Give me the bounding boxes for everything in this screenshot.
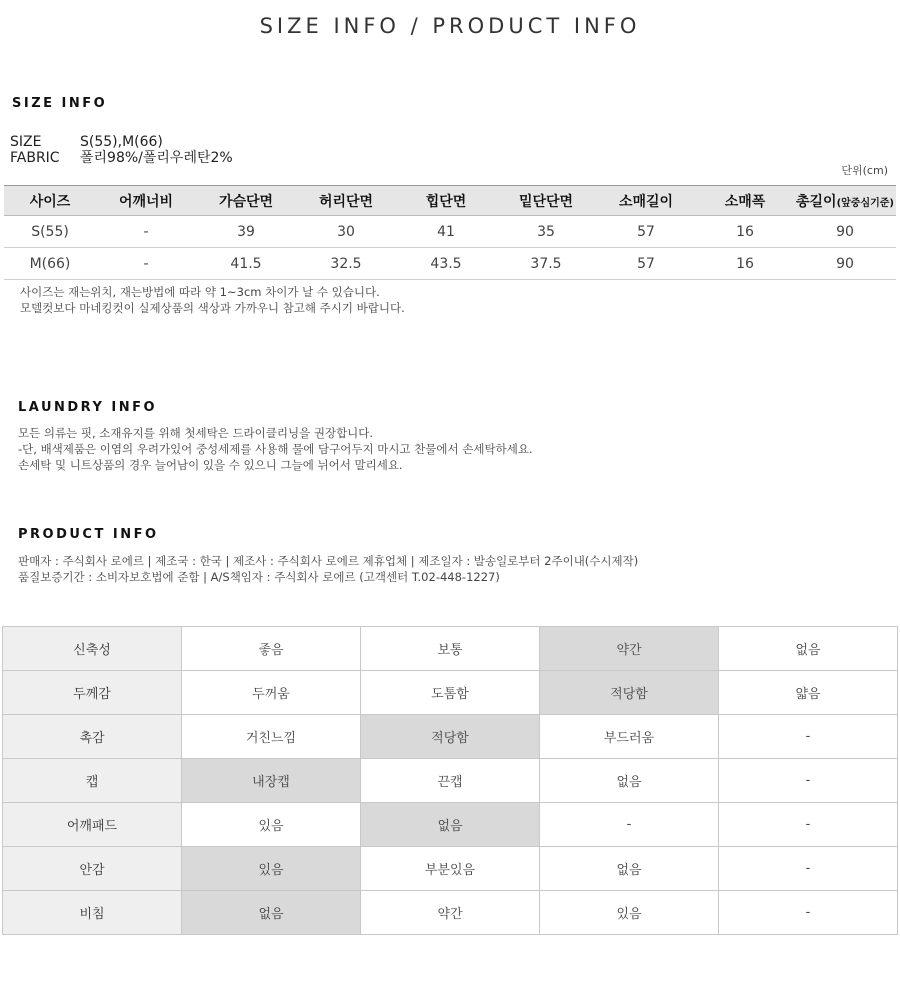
size-table xyxy=(4,185,896,280)
page-title: SIZE INFO / PRODUCT INFO xyxy=(259,14,641,38)
header-hip: 힙단면 xyxy=(396,186,496,216)
header-chest: 가슴단면 xyxy=(196,186,296,216)
property-option: 좋음 xyxy=(182,627,361,671)
size-note-line: 모델컷보다 마네킹컷이 실제상품의 색상과 가까우니 참고해 주시기 바랍니다. xyxy=(20,301,405,315)
property-option: 약간 xyxy=(361,891,540,935)
product-line: 판매자 : 주식회사 로에르 | 제조국 : 한국 | 제조사 : 주식회사 로에르 제휴업체 | 제조일자 : 발송일로부터 2주이내(수시제작) xyxy=(18,554,639,568)
property-label: 촉감 xyxy=(3,715,182,759)
property-row xyxy=(3,891,898,935)
product-info-title: PRODUCT INFO xyxy=(18,527,159,542)
property-option: 부분있음 xyxy=(361,847,540,891)
property-label: 안감 xyxy=(3,847,182,891)
size-value: S(55),M(66) xyxy=(80,134,163,150)
property-option: 보통 xyxy=(361,627,540,671)
unit-label: 단위(cm) xyxy=(841,164,888,177)
table-cell: 57 xyxy=(596,216,696,248)
table-row xyxy=(4,248,896,280)
property-label: 두께감 xyxy=(3,671,182,715)
property-option: 없음 xyxy=(719,627,898,671)
laundry-line: -단, 배색제품은 이염의 우려가있어 중성세제를 사용해 물에 담구어두지 마시고 찬물에서 손세탁하세요. xyxy=(18,442,533,456)
property-label: 캡 xyxy=(3,759,182,803)
property-option-selected: 있음 xyxy=(182,847,361,891)
table-cell: 32.5 xyxy=(296,248,396,280)
property-label: 비침 xyxy=(3,891,182,935)
laundry-line: 손세탁 및 니트상품의 경우 늘어남이 있을 수 있으니 그늘에 뉘어서 말리세요. xyxy=(18,458,403,472)
property-label: 어깨패드 xyxy=(3,803,182,847)
property-option-selected: 적당함 xyxy=(361,715,540,759)
property-option: 있음 xyxy=(182,803,361,847)
table-cell: 90 xyxy=(794,248,896,280)
table-cell: 41 xyxy=(396,216,496,248)
size-notes xyxy=(20,284,405,316)
property-option: 두꺼움 xyxy=(182,671,361,715)
table-cell: 41.5 xyxy=(196,248,296,280)
property-option: - xyxy=(719,715,898,759)
table-cell: - xyxy=(96,216,196,248)
size-note-line: 사이즈는 재는위치, 재는방법에 따라 약 1~3cm 차이가 날 수 있습니다. xyxy=(20,285,380,299)
table-cell: 57 xyxy=(596,248,696,280)
property-option: 도톰함 xyxy=(361,671,540,715)
property-row xyxy=(3,847,898,891)
fabric-label: FABRIC xyxy=(10,150,60,166)
size-spec xyxy=(10,134,163,150)
fabric-spec xyxy=(10,150,233,166)
table-cell: 43.5 xyxy=(396,248,496,280)
property-row xyxy=(3,803,898,847)
property-row xyxy=(3,627,898,671)
property-option: 있음 xyxy=(540,891,719,935)
header-sleeve-width: 소매폭 xyxy=(696,186,794,216)
size-table-header-row xyxy=(4,186,896,216)
table-cell: 90 xyxy=(794,216,896,248)
laundry-info-title: LAUNDRY INFO xyxy=(18,400,158,415)
table-cell: - xyxy=(96,248,196,280)
header-total-length xyxy=(794,186,896,216)
laundry-line: 모든 의류는 핏, 소재유지를 위해 첫세탁은 드라이클리닝을 권장합니다. xyxy=(18,426,374,440)
property-option-selected: 적당함 xyxy=(540,671,719,715)
header-waist: 허리단면 xyxy=(296,186,396,216)
table-cell: 35 xyxy=(496,216,596,248)
property-option: - xyxy=(719,803,898,847)
property-option: - xyxy=(719,847,898,891)
property-label: 신축성 xyxy=(3,627,182,671)
size-label: SIZE xyxy=(10,134,42,150)
property-row xyxy=(3,715,898,759)
product-notes xyxy=(18,553,638,585)
property-option: - xyxy=(719,891,898,935)
property-option: 끈캡 xyxy=(361,759,540,803)
property-option: 없음 xyxy=(540,847,719,891)
table-cell: 16 xyxy=(696,216,794,248)
size-info-title: SIZE INFO xyxy=(12,96,108,111)
property-option: 없음 xyxy=(540,759,719,803)
table-cell: 37.5 xyxy=(496,248,596,280)
property-option-selected: 약간 xyxy=(540,627,719,671)
property-option-selected: 없음 xyxy=(361,803,540,847)
property-row xyxy=(3,759,898,803)
fabric-value: 폴리98%/폴리우레탄2% xyxy=(80,150,233,166)
laundry-notes xyxy=(18,425,533,473)
header-hem: 밑단단면 xyxy=(496,186,596,216)
table-cell: 30 xyxy=(296,216,396,248)
table-cell: 39 xyxy=(196,216,296,248)
property-option: - xyxy=(540,803,719,847)
table-cell: M(66) xyxy=(4,248,96,280)
header-total-length-note: (앞중심기준) xyxy=(836,197,895,209)
property-option: 부드러움 xyxy=(540,715,719,759)
property-option: 거친느낌 xyxy=(182,715,361,759)
header-total-length-label: 총길이 xyxy=(795,193,837,210)
property-option-selected: 없음 xyxy=(182,891,361,935)
table-cell: S(55) xyxy=(4,216,96,248)
property-option: - xyxy=(719,759,898,803)
table-cell: 16 xyxy=(696,248,794,280)
product-line: 품질보증기간 : 소비자보호법에 준함 | A/S책임자 : 주식회사 로에르 (고객센터 T.02-448-1227) xyxy=(18,570,500,584)
property-option: 얇음 xyxy=(719,671,898,715)
property-row xyxy=(3,671,898,715)
header-shoulder: 어깨너비 xyxy=(96,186,196,216)
header-size: 사이즈 xyxy=(4,186,96,216)
property-table xyxy=(2,626,898,935)
table-row xyxy=(4,216,896,248)
property-option-selected: 내장캡 xyxy=(182,759,361,803)
header-sleeve-length: 소매길이 xyxy=(596,186,696,216)
